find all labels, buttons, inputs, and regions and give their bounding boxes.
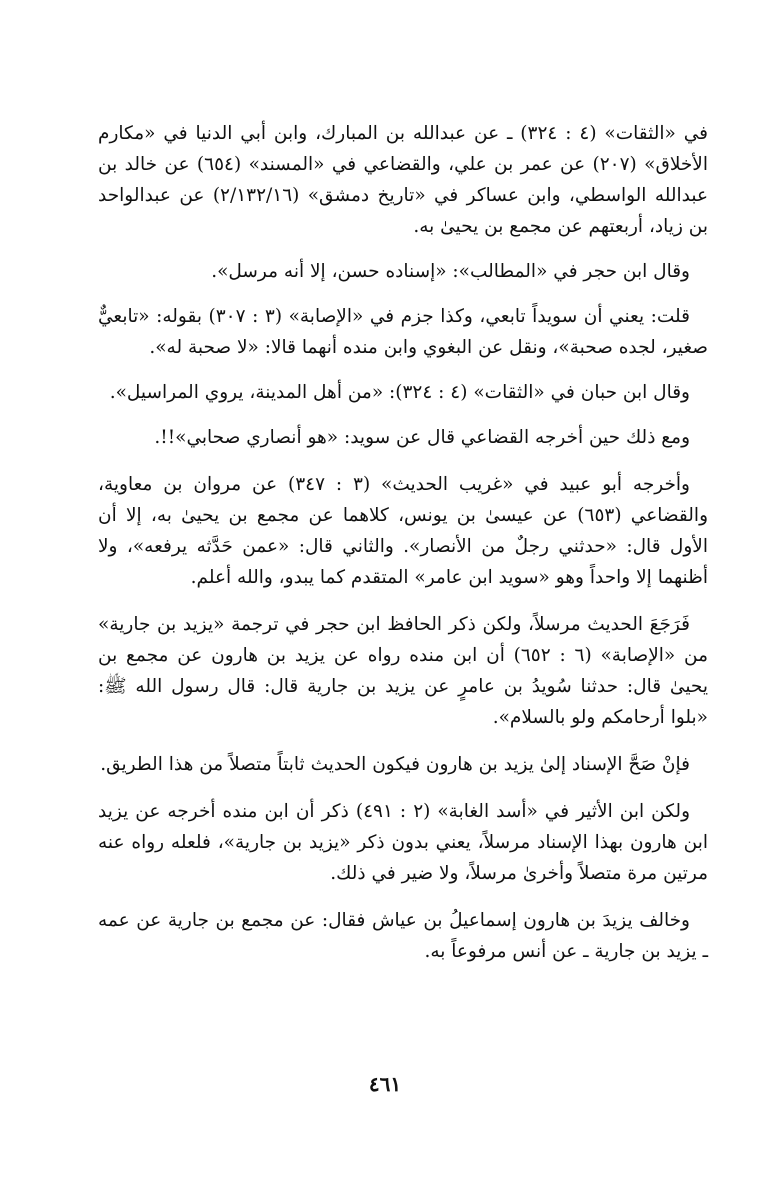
paragraph-3: قلت: يعني أن سويداً تابعي، وكذا جزم في «الإصابة» (٣ : ٣٠٧) بقوله: «تابعيٌّ صغير، لجده صحبة»، ونقل عن البغوي وابن منده أنهما قالا: «لا صحبة له». (98, 306, 708, 358)
paragraph-5: ومع ذلك حين أخرجه القضاعي قال عن سويد: «هو أنصاري صحابي»!!. (154, 427, 690, 448)
page-number: ٤٦١ (368, 1072, 402, 1096)
paragraph-10: وخالف يزيدَ بن هارون إسماعيلُ بن عياش فقال: عن مجمع بن جارية عن عمه ـ يزيد بن جارية ـ عن أنس مرفوعاً به. (98, 910, 708, 962)
paragraph-1: في «الثقات» (٤ : ٣٢٤) ـ عن عبدالله بن المبارك، وابن أبي الدنيا في «مكارم الأخلاق» (٢٠٧) عن عمر بن علي، والقضاعي في «المسند» (٦٥٤) عن خالد بن عبدالله الواسطي، وابن عساكر في «تاريخ دمشق» (٢/١٣٢/١٦) عن عبدالواحد بن زياد، أربعتهم عن مجمع بن يحيىٰ به. (98, 123, 708, 237)
paragraph-6: وأخرجه أبو عبيد في «غريب الحديث» (٣ : ٣٤٧) عن مروان بن معاوية، والقضاعي (٦٥٣) عن عيسىٰ بن يونس، كلاهما عن مجمع بن يحيىٰ به، إلا أن الأول قال: «حدثني رجلٌ من الأنصار». والثاني قال: «عمن حَدَّثه يرفعه»، ولا أظنهما إلا واحداً وهو «سويد ابن عامر» المتقدم كما يبدو، والله أعلم. (98, 474, 708, 588)
paragraph-9: ولكن ابن الأثير في «أسد الغابة» (٢ : ٤٩١) ذكر أن ابن منده أخرجه عن يزيد ابن هارون بهذا الإسناد مرسلاً، يعني بدون ذكر «يزيد بن جارية»، فلعله رواه عنه مرتين مرة متصلاً وأخرىٰ مرسلاً، ولا ضير في ذلك. (98, 801, 708, 884)
paragraph-4: وقال ابن حبان في «الثقات» (٤ : ٣٢٤): «من أهل المدينة، يروي المراسيل». (109, 382, 690, 403)
paragraph-7: فَرَجَعَ الحديث مرسلاً، ولكن ذكر الحافظ ابن حجر في ترجمة «يزيد بن جارية» من «الإصابة» (٦ : ٦٥٢) أن ابن منده رواه عن يزيد بن هارون عن مجمع بن يحيىٰ قال: حدثنا سُويدُ بن عامرٍ عن يزيد بن جارية قال: قال رسول الله ﷺ: «بلوا أرحامكم ولو بالسلام». (98, 614, 709, 728)
page-body (98, 118, 708, 967)
paragraph-2: وقال ابن حجر في «المطالب»: «إسناده حسن، إلا أنه مرسل». (211, 261, 690, 282)
paragraph-8: فإنْ صَحَّ الإسناد إلىٰ يزيد بن هارون فيكون الحديث ثابتاً متصلاً من هذا الطريق. (100, 754, 690, 775)
